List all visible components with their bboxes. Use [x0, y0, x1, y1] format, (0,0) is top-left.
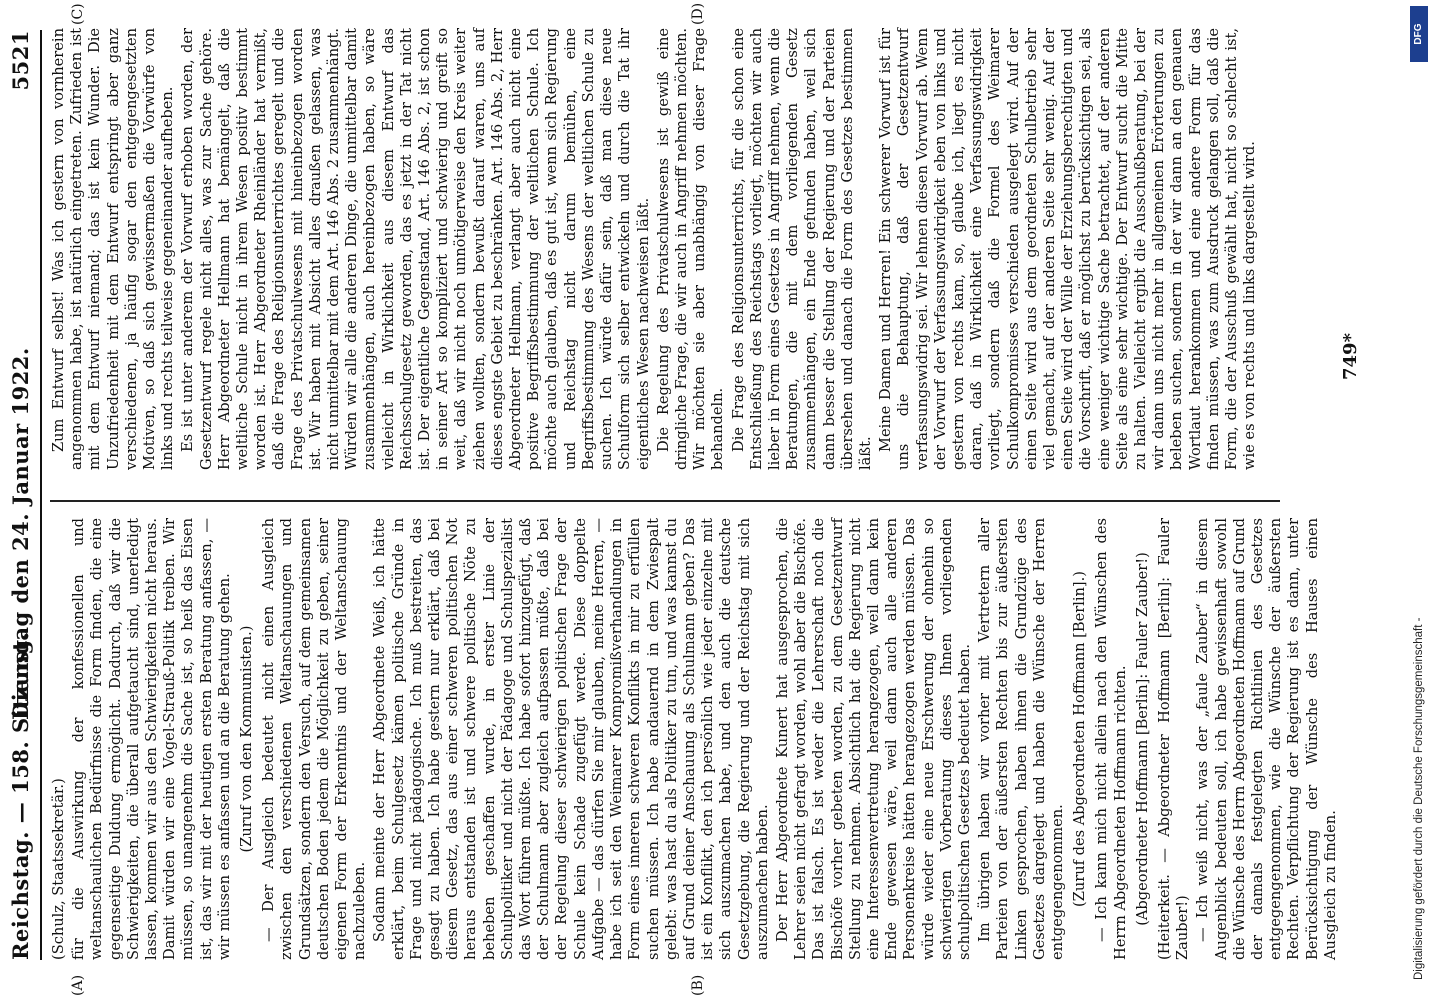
column-divider: [50, 501, 1280, 503]
digitization-note: [1408, 20, 1430, 980]
digitization-note-text: Digitalisierung gefördert durch die Deutsche Forschungsgemeinschaft -: [1413, 617, 1425, 980]
header-rule: [40, 30, 42, 960]
margin-mark-a: (A): [70, 974, 86, 996]
header-date: Dienstag den 24. Januar 1922.: [8, 347, 33, 720]
left-column-paragraph: — Ich weiß nicht, was der „faule Zauber“ in diesem Augenblick bedeuten soll, ich habe gewissenhaft sowohl die Wünsche des Herrn Abgeordneten Hoffmann auf Grund der damals festgelegten Richtlinien des Gesetzes entgegengenommen, wie die Wünsche der äußersten Rechten. Verpflichtung der Regierung ist es dann, unter Berücksichtigung der Wünsche des Hauses einen Ausgleich zu finden.: [1194, 518, 1339, 960]
right-column-paragraph: Die Frage des Religionsunterrichts, für die schon eine Entschließung des Reichstags vorliegt, möchten wir auch lieber in Form eines Gesetzes in Angriff nehmen, wenn die Beratungen, die mit dem vorliegenden Gesetz zusammenhängen, ein Ende gefunden haben, weil sich dann besser die Stellung der Regierung und der Parteien übersehen und danach die Form des Gesetzes bestimmen läßt.: [729, 28, 874, 470]
left-column-paragraph: — Ich kann mich nicht allein nach den Wünschen des Herrn Abgeordneten Hoffmann richten.: [1093, 518, 1129, 960]
left-column-paragraph: (Schulz, Staatssekretär.): [50, 778, 67, 960]
margin-mark-b: (B): [690, 974, 706, 996]
dfg-logo-text: DFG: [1413, 23, 1424, 45]
header-left: Reichstag. — 158. Sitzung.: [8, 631, 33, 960]
right-column: [50, 28, 1300, 470]
right-column-paragraph: Die Regelung des Privatschulwesens ist gewiß eine dringliche Frage, die wir auch in Angriff nehmen möchten. Wir möchten sie aber unabhängig von dieser Frage behandeln.: [654, 28, 727, 470]
margin-mark-c: (C): [70, 3, 86, 25]
left-column-paragraph: (Heiterkeit. — Abgeordneter Hoffmann [Berlin]: Fauler Zauber!): [1155, 518, 1192, 960]
left-column-paragraph: Im übrigen haben wir vorher mit Vertretern aller Parteien von der äußersten Rechten bis zur äußersten Linken gesprochen, haben ihnen die Grundzüge des Gesetzes dargelegt und haben die Wünsche der Herren entgegengenommen.: [976, 518, 1066, 960]
page-header: [8, 30, 42, 960]
left-column-paragraph: (Abgeordneter Hoffmann [Berlin]: Fauler Zauber!): [1133, 552, 1151, 926]
page-number: 5521: [8, 30, 33, 91]
margin-mark-d: (D): [690, 2, 706, 25]
left-column-paragraph: Sodann meinte der Herr Abgeordnete Weiß, ich hätte erklärt, beim Schulgesetz kämen politische Gründe in Frage und nicht pädagogische. Ich muß bestreiten, das gesagt zu haben. Ich habe gestern nur erklärt, daß bei diesem Gesetz, das aus einer schweren politischen Not heraus entstanden ist und schwere politische Nöte zu beheben geschaffen wurde, in erster Linie der Schulpolitiker und nicht der Pädagoge und Schulspezialist das Wort führen müßte. Ich habe sofort hinzugefügt, daß der Schulmann aber zugleich aufpassen müßte, daß bei der Regelung dieser schwierigen politischen Frage der Schule kein Schade zugefügt werde. Diese doppelte Aufgabe — das dürfen Sie mir glauben, meine Herren, — habe ich seit den Weimarer Kompromißverhandlungen in Form eines inneren schweren Konflikts in mir zu erfüllen suchen müssen. Ich habe andauernd in dem Zwiespalt gelebt: was hast du als Politiker zu tun, und was kannst du auf Grund deiner Anschauung als Schulmann geben? Das ist ein Konflikt, den ich persönlich wie jeder einzelne mit sich auszumachen habe, und den auch die deutsche Gesetzgebung, die Regierung und der Reichstag mit sich auszumachen haben.: [371, 518, 771, 960]
left-column-paragraph: für die Auswirkung der konfessionellen und weltanschaulichen Bedürfnisse die Form finden, die eine gegenseitige Duldung ermöglicht. Dadurch, daß wir die Schwierigkeiten, die überall aufgetaucht sind, unerledigt lassen, kommen wir aus den Schwierigkeiten nicht heraus. Damit würden wir eine Vogel-Strauß-Politik treiben. Wir müssen, so unangenehm die Sache ist, so heiß das Eisen ist, das wir mit der heutigen ersten Beratung anfassen, — wir müssen es anfassen und an die Beratung gehen.: [70, 518, 233, 960]
right-column-paragraph: Zum Entwurf selbst! Was ich gestern von vornherein angenommen habe, ist natürlich eingetreten. Zufrieden ist mit dem Entwurf niemand; das ist kein Wunder. Die Unzufriedenheit mit dem Entwurf entspringt aber ganz verschiedenen, ja häufig sogar den entgegengesetzten Motiven, so daß sich gewissermaßen die Vorwürfe von links und rechts teilweise gegeneinander aufheben.: [50, 28, 177, 470]
signature-mark: 749*: [1340, 333, 1361, 380]
right-column-paragraph: Meine Damen und Herren! Ein schwerer Vorwurf ist für uns die Behauptung, daß der Gesetzentwurf verfassungswidrig sei. Wir lehnen diesen Vorwurf ab. Wenn der Vorwurf der Verfassungswidrigkeit eben von links und gestern von rechts kam, so, glaube ich, liegt es nicht daran, daß in Wirklichkeit eine Verfassungswidrigkeit vorliegt, sondern daß die Formel des Weimarer Schulkompromisses verschieden ausgelegt wird. Auf der einen Seite wird aus dem geordneten Schulbetrieb sehr viel gemacht, auf der anderen Seite sehr wenig. Auf der einen Seite wird der Wille der Erziehungsberechtigten und die Vorschrift, daß er möglichst zu berücksichtigen sei, als eine weniger wichtige Sache betrachtet, auf der anderen Seite als eine sehr wichtige. Der Entwurf sucht die Mitte zu halten. Vielleicht ergibt die Ausschußberatung, bei der wir dann uns nicht mehr in allgemeinen Erörterungen zu beleben suchen, sondern in der wir dann an den genauen Wortlaut herankommen und eine andere Form für das finden müssen, was zum Ausdruck gelangen soll, daß die Form, die der Ausschuß gewählt hat, nicht so schlecht ist, wie es von rechts und links dargestellt wird.: [877, 28, 1259, 470]
left-column-paragraph: — Der Ausgleich bedeutet nicht einen Ausgleich zwischen den verschiedenen Weltanschauungen und Grundsätzen, sondern den Versuch, auf dem gemeinsamen deutschen Boden jedem die Möglichkeit zu geben, seiner eigenen Form der Erkenntnis und der Weltanschauung nachzuleben.: [260, 518, 369, 960]
left-column: [50, 518, 1339, 960]
left-column-paragraph: (Zuruf von den Kommunisten.): [238, 625, 256, 853]
left-column-paragraph: Der Herr Abgeordnete Kunert hat ausgesprochen, die Lehrer seien nicht gefragt worden, wohl aber die Bischöfe. Das ist falsch. Es ist weder die Lehrerschaft noch die Bischöfe vorher gebeten worden, zu dem Gesetzentwurf Stellung zu nehmen. Absichtlich hat die Regierung nicht eine Interessenvertretung herangezogen, weil dann kein Ende gewesen wäre, weil dann auch alle anderen Personenkreise hätten herangezogen werden müssen. Das würde wieder eine neue Erschwerung der ohnehin so schwierigen Vorberatung dieses Ihnen vorliegenden schulpolitischen Gesetzes bedeutet haben.: [773, 518, 973, 960]
left-column-paragraph: (Zuruf des Abgeordneten Hoffmann [Berlin].): [1071, 571, 1089, 907]
right-column-paragraph: Es ist unter anderem der Vorwurf erhoben worden, der Gesetzentwurf regele nicht alles, was zur Sache gehöre. Herr Abgeordneter Hellmann hat bemängelt, daß die weltliche Schule nicht in ihrem Wesen positiv bestimmt worden ist. Herr Abgeordneter Rheinländer hat vermißt, daß die Frage des Religionsunterrichtes geregelt und die Frage des Privatschulwesens mit hineinbezogen worden ist. Wir haben mit Absicht alles draußen gelassen, was nicht unmittelbar mit dem Art. 146 Abs. 2 zusammenhängt. Würden wir alle die anderen Dinge, die unmittelbar damit zusammenhängen, auch hereinbezogen haben, so wäre vielleicht in Wirklichkeit aus diesem Entwurf das Reichsschulgesetz geworden, das es jetzt in der Tat nicht ist. Der eigentliche Gegenstand, Art. 146 Abs. 2, ist schon in seiner Art so kompliziert und schwierig und greift so weit, daß wir nicht noch unnötigerweise den Kreis weiter ziehen wollten, sondern bewußt darauf waren, uns auf dieses engste Gebiet zu beschränken. Art. 146 Abs. 2, Herr Abgeordneter Hellmann, verlangt aber auch nicht eine positive Begriffsbestimmung der weltlichen Schule. Ich möchte auch glauben, daß es gut ist, wenn sich Regierung und Reichstag nicht darum bemühen, eine Begriffsbestimmung des Wesens der weltlichen Schule zu suchen. Ich würde dafür sein, daß man diese neue Schulform sich selber entwickeln und durch die Tat ihr eigentliches Wesen nachweisen läßt.: [179, 28, 652, 470]
dfg-logo: [1410, 6, 1428, 62]
